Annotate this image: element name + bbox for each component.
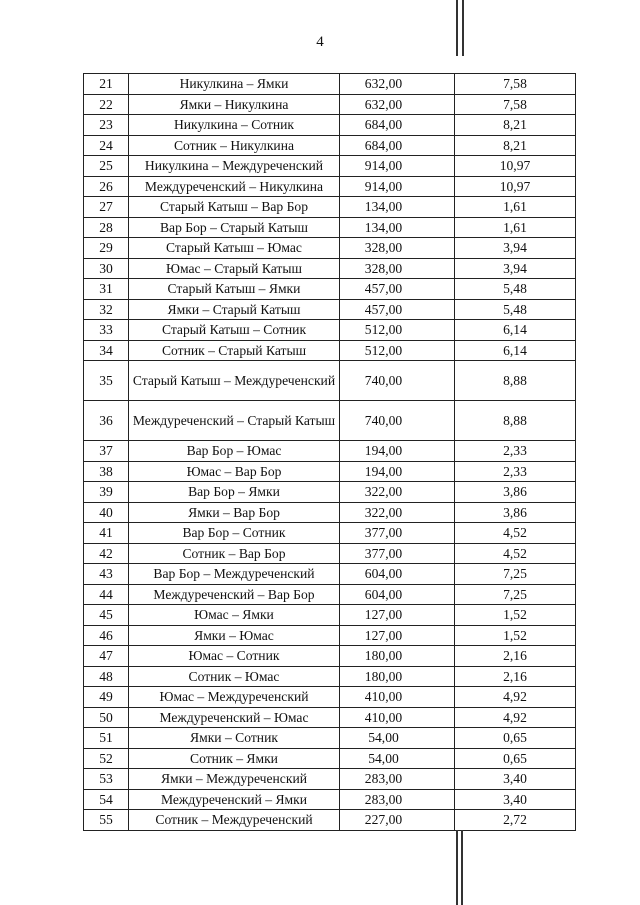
row-number: 30 [84, 258, 129, 279]
row-number: 47 [84, 646, 129, 667]
row-number: 34 [84, 340, 129, 361]
row-number: 35 [84, 361, 129, 401]
route-name: Старый Катыш – Сотник [129, 320, 340, 341]
route-name: Юмас – Сотник [129, 646, 340, 667]
table-row [84, 564, 576, 585]
row-number: 39 [84, 482, 129, 503]
rate-value: 3,40 [455, 769, 576, 790]
rate-value: 0,65 [455, 748, 576, 769]
rate-value: 4,52 [455, 523, 576, 544]
route-name: Ямки – Сотник [129, 728, 340, 749]
row-number: 22 [84, 94, 129, 115]
distance-value: 457,00 [340, 279, 455, 300]
distance-value: 684,00 [340, 135, 455, 156]
route-name: Вар Бор – Старый Катыш [129, 217, 340, 238]
distance-value: 322,00 [340, 502, 455, 523]
route-name: Ямки – Вар Бор [129, 502, 340, 523]
route-name: Ямки – Юмас [129, 625, 340, 646]
distance-value: 54,00 [340, 728, 455, 749]
rate-value: 1,52 [455, 625, 576, 646]
scan-mark [461, 830, 463, 905]
table-row [84, 279, 576, 300]
distance-value: 134,00 [340, 217, 455, 238]
table-row [84, 769, 576, 790]
row-number: 51 [84, 728, 129, 749]
table-row [84, 94, 576, 115]
row-number: 46 [84, 625, 129, 646]
distance-value: 127,00 [340, 605, 455, 626]
table-row [84, 810, 576, 831]
table-row [84, 605, 576, 626]
row-number: 53 [84, 769, 129, 790]
route-name: Никулкина – Междуреченский [129, 156, 340, 177]
scan-mark [456, 0, 458, 56]
rate-value: 5,48 [455, 299, 576, 320]
route-name: Междуреченский – Ямки [129, 789, 340, 810]
distance-value: 134,00 [340, 197, 455, 218]
rate-value: 10,97 [455, 176, 576, 197]
route-name: Междуреченский – Никулкина [129, 176, 340, 197]
route-name: Ямки – Никулкина [129, 94, 340, 115]
distance-value: 632,00 [340, 74, 455, 95]
rate-value: 4,92 [455, 687, 576, 708]
table-row [84, 707, 576, 728]
row-number: 25 [84, 156, 129, 177]
row-number: 40 [84, 502, 129, 523]
distance-value: 512,00 [340, 320, 455, 341]
page-number: 4 [316, 34, 324, 50]
table-row [84, 461, 576, 482]
row-number: 42 [84, 543, 129, 564]
route-name: Вар Бор – Междуреченский [129, 564, 340, 585]
rate-value: 3,86 [455, 482, 576, 503]
route-name: Междуреченский – Юмас [129, 707, 340, 728]
distance-value: 410,00 [340, 687, 455, 708]
distance-value: 194,00 [340, 461, 455, 482]
table-row [84, 361, 576, 401]
distance-value: 377,00 [340, 523, 455, 544]
distance-value: 684,00 [340, 115, 455, 136]
distance-value: 322,00 [340, 482, 455, 503]
route-name: Ямки – Старый Катыш [129, 299, 340, 320]
rate-value: 7,25 [455, 584, 576, 605]
distance-value: 54,00 [340, 748, 455, 769]
rate-value: 8,88 [455, 361, 576, 401]
table-row [84, 646, 576, 667]
rate-value: 3,94 [455, 258, 576, 279]
rate-value: 6,14 [455, 320, 576, 341]
route-name: Юмас – Старый Катыш [129, 258, 340, 279]
scan-mark [456, 830, 458, 905]
table-row [84, 748, 576, 769]
row-number: 24 [84, 135, 129, 156]
distance-value: 604,00 [340, 564, 455, 585]
route-name: Никулкина – Ямки [129, 74, 340, 95]
route-name: Юмас – Междуреченский [129, 687, 340, 708]
route-name: Ямки – Междуреченский [129, 769, 340, 790]
route-name: Старый Катыш – Вар Бор [129, 197, 340, 218]
rate-value: 1,61 [455, 217, 576, 238]
distance-value: 180,00 [340, 666, 455, 687]
row-number: 23 [84, 115, 129, 136]
route-name: Междуреченский – Вар Бор [129, 584, 340, 605]
table-row [84, 74, 576, 95]
distance-value: 127,00 [340, 625, 455, 646]
rate-value: 5,48 [455, 279, 576, 300]
row-number: 29 [84, 238, 129, 259]
scan-mark [462, 0, 464, 56]
row-number: 36 [84, 401, 129, 441]
distance-value: 328,00 [340, 258, 455, 279]
route-name: Сотник – Юмас [129, 666, 340, 687]
row-number: 38 [84, 461, 129, 482]
route-name: Сотник – Никулкина [129, 135, 340, 156]
row-number: 26 [84, 176, 129, 197]
distance-value: 283,00 [340, 789, 455, 810]
row-number: 31 [84, 279, 129, 300]
rate-value: 8,88 [455, 401, 576, 441]
distance-value: 194,00 [340, 441, 455, 462]
route-table-body [84, 74, 576, 831]
row-number: 37 [84, 441, 129, 462]
table-row [84, 666, 576, 687]
table-row [84, 482, 576, 503]
table-row [84, 401, 576, 441]
table-row [84, 543, 576, 564]
table-row [84, 340, 576, 361]
rate-value: 4,92 [455, 707, 576, 728]
row-number: 21 [84, 74, 129, 95]
table-row [84, 523, 576, 544]
route-name: Сотник – Старый Катыш [129, 340, 340, 361]
rate-value: 4,52 [455, 543, 576, 564]
route-table [83, 73, 576, 831]
distance-value: 914,00 [340, 156, 455, 177]
route-name: Сотник – Междуреченский [129, 810, 340, 831]
row-number: 49 [84, 687, 129, 708]
rate-value: 2,72 [455, 810, 576, 831]
row-number: 27 [84, 197, 129, 218]
distance-value: 283,00 [340, 769, 455, 790]
rate-value: 1,61 [455, 197, 576, 218]
table-row [84, 238, 576, 259]
route-name: Вар Бор – Юмас [129, 441, 340, 462]
distance-value: 377,00 [340, 543, 455, 564]
table-row [84, 502, 576, 523]
route-name: Вар Бор – Ямки [129, 482, 340, 503]
table-row [84, 320, 576, 341]
row-number: 55 [84, 810, 129, 831]
rate-value: 7,58 [455, 94, 576, 115]
rate-value: 7,25 [455, 564, 576, 585]
rate-value: 6,14 [455, 340, 576, 361]
rate-value: 2,33 [455, 441, 576, 462]
distance-value: 914,00 [340, 176, 455, 197]
table-row [84, 299, 576, 320]
rate-value: 3,40 [455, 789, 576, 810]
table-row [84, 625, 576, 646]
route-name: Вар Бор – Сотник [129, 523, 340, 544]
row-number: 50 [84, 707, 129, 728]
route-name: Старый Катыш – Юмас [129, 238, 340, 259]
row-number: 48 [84, 666, 129, 687]
row-number: 44 [84, 584, 129, 605]
table-row [84, 789, 576, 810]
rate-value: 1,52 [455, 605, 576, 626]
distance-value: 328,00 [340, 238, 455, 259]
table-row [84, 441, 576, 462]
rate-value: 2,33 [455, 461, 576, 482]
rate-value: 2,16 [455, 666, 576, 687]
route-name: Сотник – Вар Бор [129, 543, 340, 564]
rate-value: 3,86 [455, 502, 576, 523]
row-number: 33 [84, 320, 129, 341]
table-row [84, 115, 576, 136]
rate-value: 10,97 [455, 156, 576, 177]
route-name: Сотник – Ямки [129, 748, 340, 769]
table-row [84, 584, 576, 605]
table-row [84, 728, 576, 749]
route-name: Междуреченский – Старый Катыш [129, 401, 340, 441]
row-number: 54 [84, 789, 129, 810]
row-number: 43 [84, 564, 129, 585]
table-row [84, 687, 576, 708]
distance-value: 632,00 [340, 94, 455, 115]
row-number: 28 [84, 217, 129, 238]
distance-value: 180,00 [340, 646, 455, 667]
rate-value: 3,94 [455, 238, 576, 259]
distance-value: 604,00 [340, 584, 455, 605]
route-name: Юмас – Ямки [129, 605, 340, 626]
table-row [84, 176, 576, 197]
table-row [84, 217, 576, 238]
distance-value: 740,00 [340, 361, 455, 401]
route-name: Никулкина – Сотник [129, 115, 340, 136]
table-row [84, 197, 576, 218]
rate-value: 8,21 [455, 115, 576, 136]
table-row [84, 156, 576, 177]
rate-value: 7,58 [455, 74, 576, 95]
distance-value: 410,00 [340, 707, 455, 728]
row-number: 45 [84, 605, 129, 626]
route-name: Старый Катыш – Ямки [129, 279, 340, 300]
rate-value: 2,16 [455, 646, 576, 667]
route-name: Старый Катыш – Междуреченский [129, 361, 340, 401]
distance-value: 740,00 [340, 401, 455, 441]
distance-value: 512,00 [340, 340, 455, 361]
distance-value: 227,00 [340, 810, 455, 831]
table-row [84, 258, 576, 279]
row-number: 41 [84, 523, 129, 544]
rate-value: 8,21 [455, 135, 576, 156]
row-number: 32 [84, 299, 129, 320]
route-name: Юмас – Вар Бор [129, 461, 340, 482]
rate-value: 0,65 [455, 728, 576, 749]
table-row [84, 135, 576, 156]
row-number: 52 [84, 748, 129, 769]
distance-value: 457,00 [340, 299, 455, 320]
